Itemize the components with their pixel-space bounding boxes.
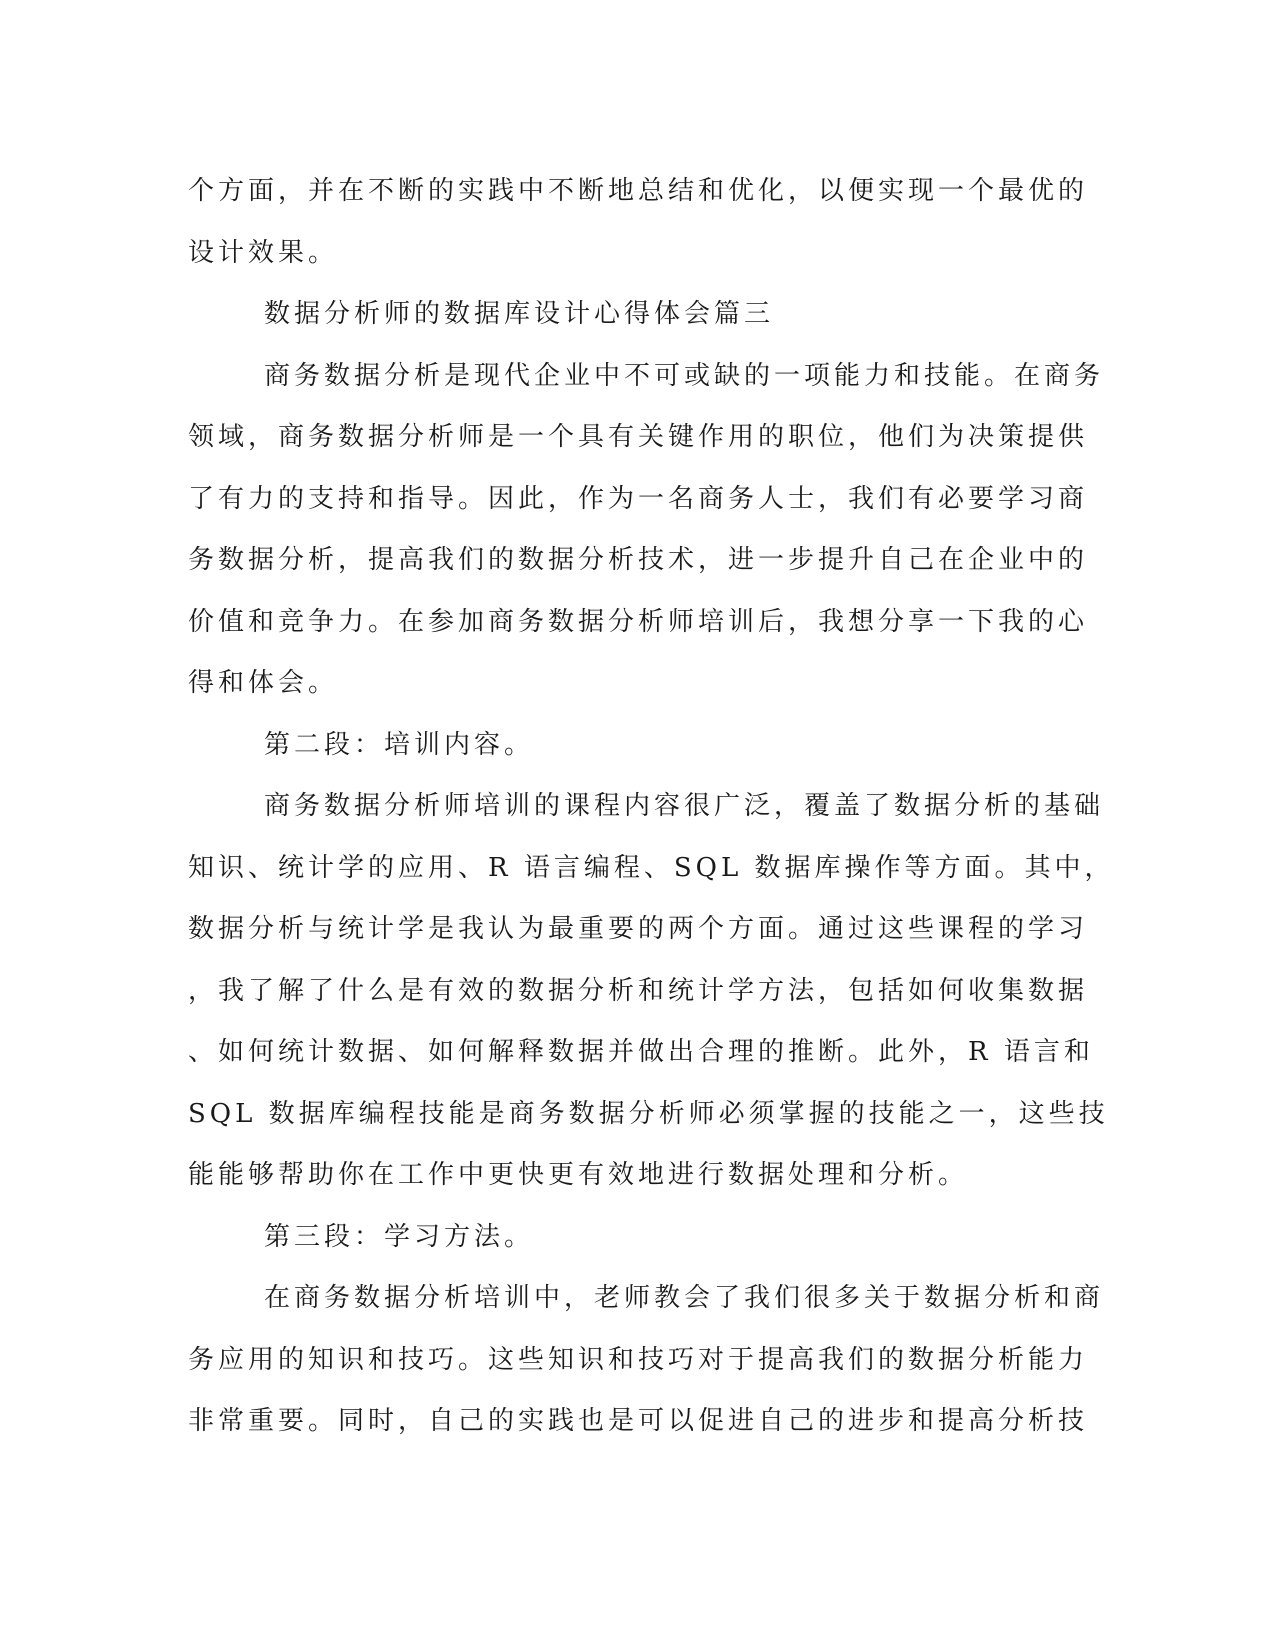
text-line: 商务数据分析是现代企业中不可或缺的一项能力和技能。在商务	[264, 360, 1105, 391]
text-line: 得和体会。	[188, 668, 339, 698]
text-line: 务应用的知识和技巧。这些知识和技巧对于提高我们的数据分析能力	[188, 1344, 1089, 1375]
paragraph	[188, 161, 1088, 284]
paragraph	[188, 284, 1088, 346]
text-line: 领域，商务数据分析师是一个具有关键作用的职位，他们为决策提供	[188, 422, 1089, 452]
paragraph	[188, 1268, 1105, 1453]
paragraph	[188, 715, 1088, 777]
text-line: 个方面，并在不断的实践中不断地总结和优化，以便实现一个最优的	[188, 176, 1089, 206]
text-line: 商务数据分析师培训的课程内容很广泛，覆盖了数据分析的基础	[264, 791, 1105, 821]
text-line: SQL 数据库编程技能是商务数据分析师必须掌握的技能之一，这些技	[188, 1098, 1109, 1129]
text-line: 知识、统计学的应用、R 语言编程、SQL 数据库操作等方面。其中，	[188, 852, 1115, 883]
text-line: 数据分析与统计学是我认为最重要的两个方面。通过这些课程的学习	[188, 914, 1089, 944]
paragraph	[188, 1207, 1088, 1269]
document-body	[188, 161, 1115, 1453]
text-line: 、如何统计数据、如何解释数据并做出合理的推断。此外，R 语言和	[188, 1037, 1094, 1067]
text-line: 了有力的支持和指导。因此，作为一名商务人士，我们有必要学习商	[188, 483, 1089, 514]
text-line: 价值和竞争力。在参加商务数据分析师培训后，我想分享一下我的心	[188, 606, 1089, 637]
text-line: 能能够帮助你在工作中更快更有效地进行数据处理和分析。	[188, 1160, 969, 1190]
text-line: 在商务数据分析培训中，老师教会了我们很多关于数据分析和商	[264, 1283, 1105, 1313]
paragraph	[188, 776, 1115, 1207]
text-line: 务数据分析，提高我们的数据分析技术，进一步提升自己在企业中的	[188, 545, 1089, 575]
text-line: 第二段：培训内容。	[264, 729, 535, 760]
text-line: 设计效果。	[188, 237, 339, 268]
text-line: 非常重要。同时，自己的实践也是可以促进自己的进步和提高分析技	[188, 1406, 1089, 1436]
paragraph	[188, 346, 1105, 715]
text-line: ，我了解了什么是有效的数据分析和统计学方法，包括如何收集数据	[188, 975, 1089, 1006]
text-line: 数据分析师的数据库设计心得体会篇三	[264, 299, 775, 329]
text-line: 第三段：学习方法。	[264, 1221, 535, 1252]
